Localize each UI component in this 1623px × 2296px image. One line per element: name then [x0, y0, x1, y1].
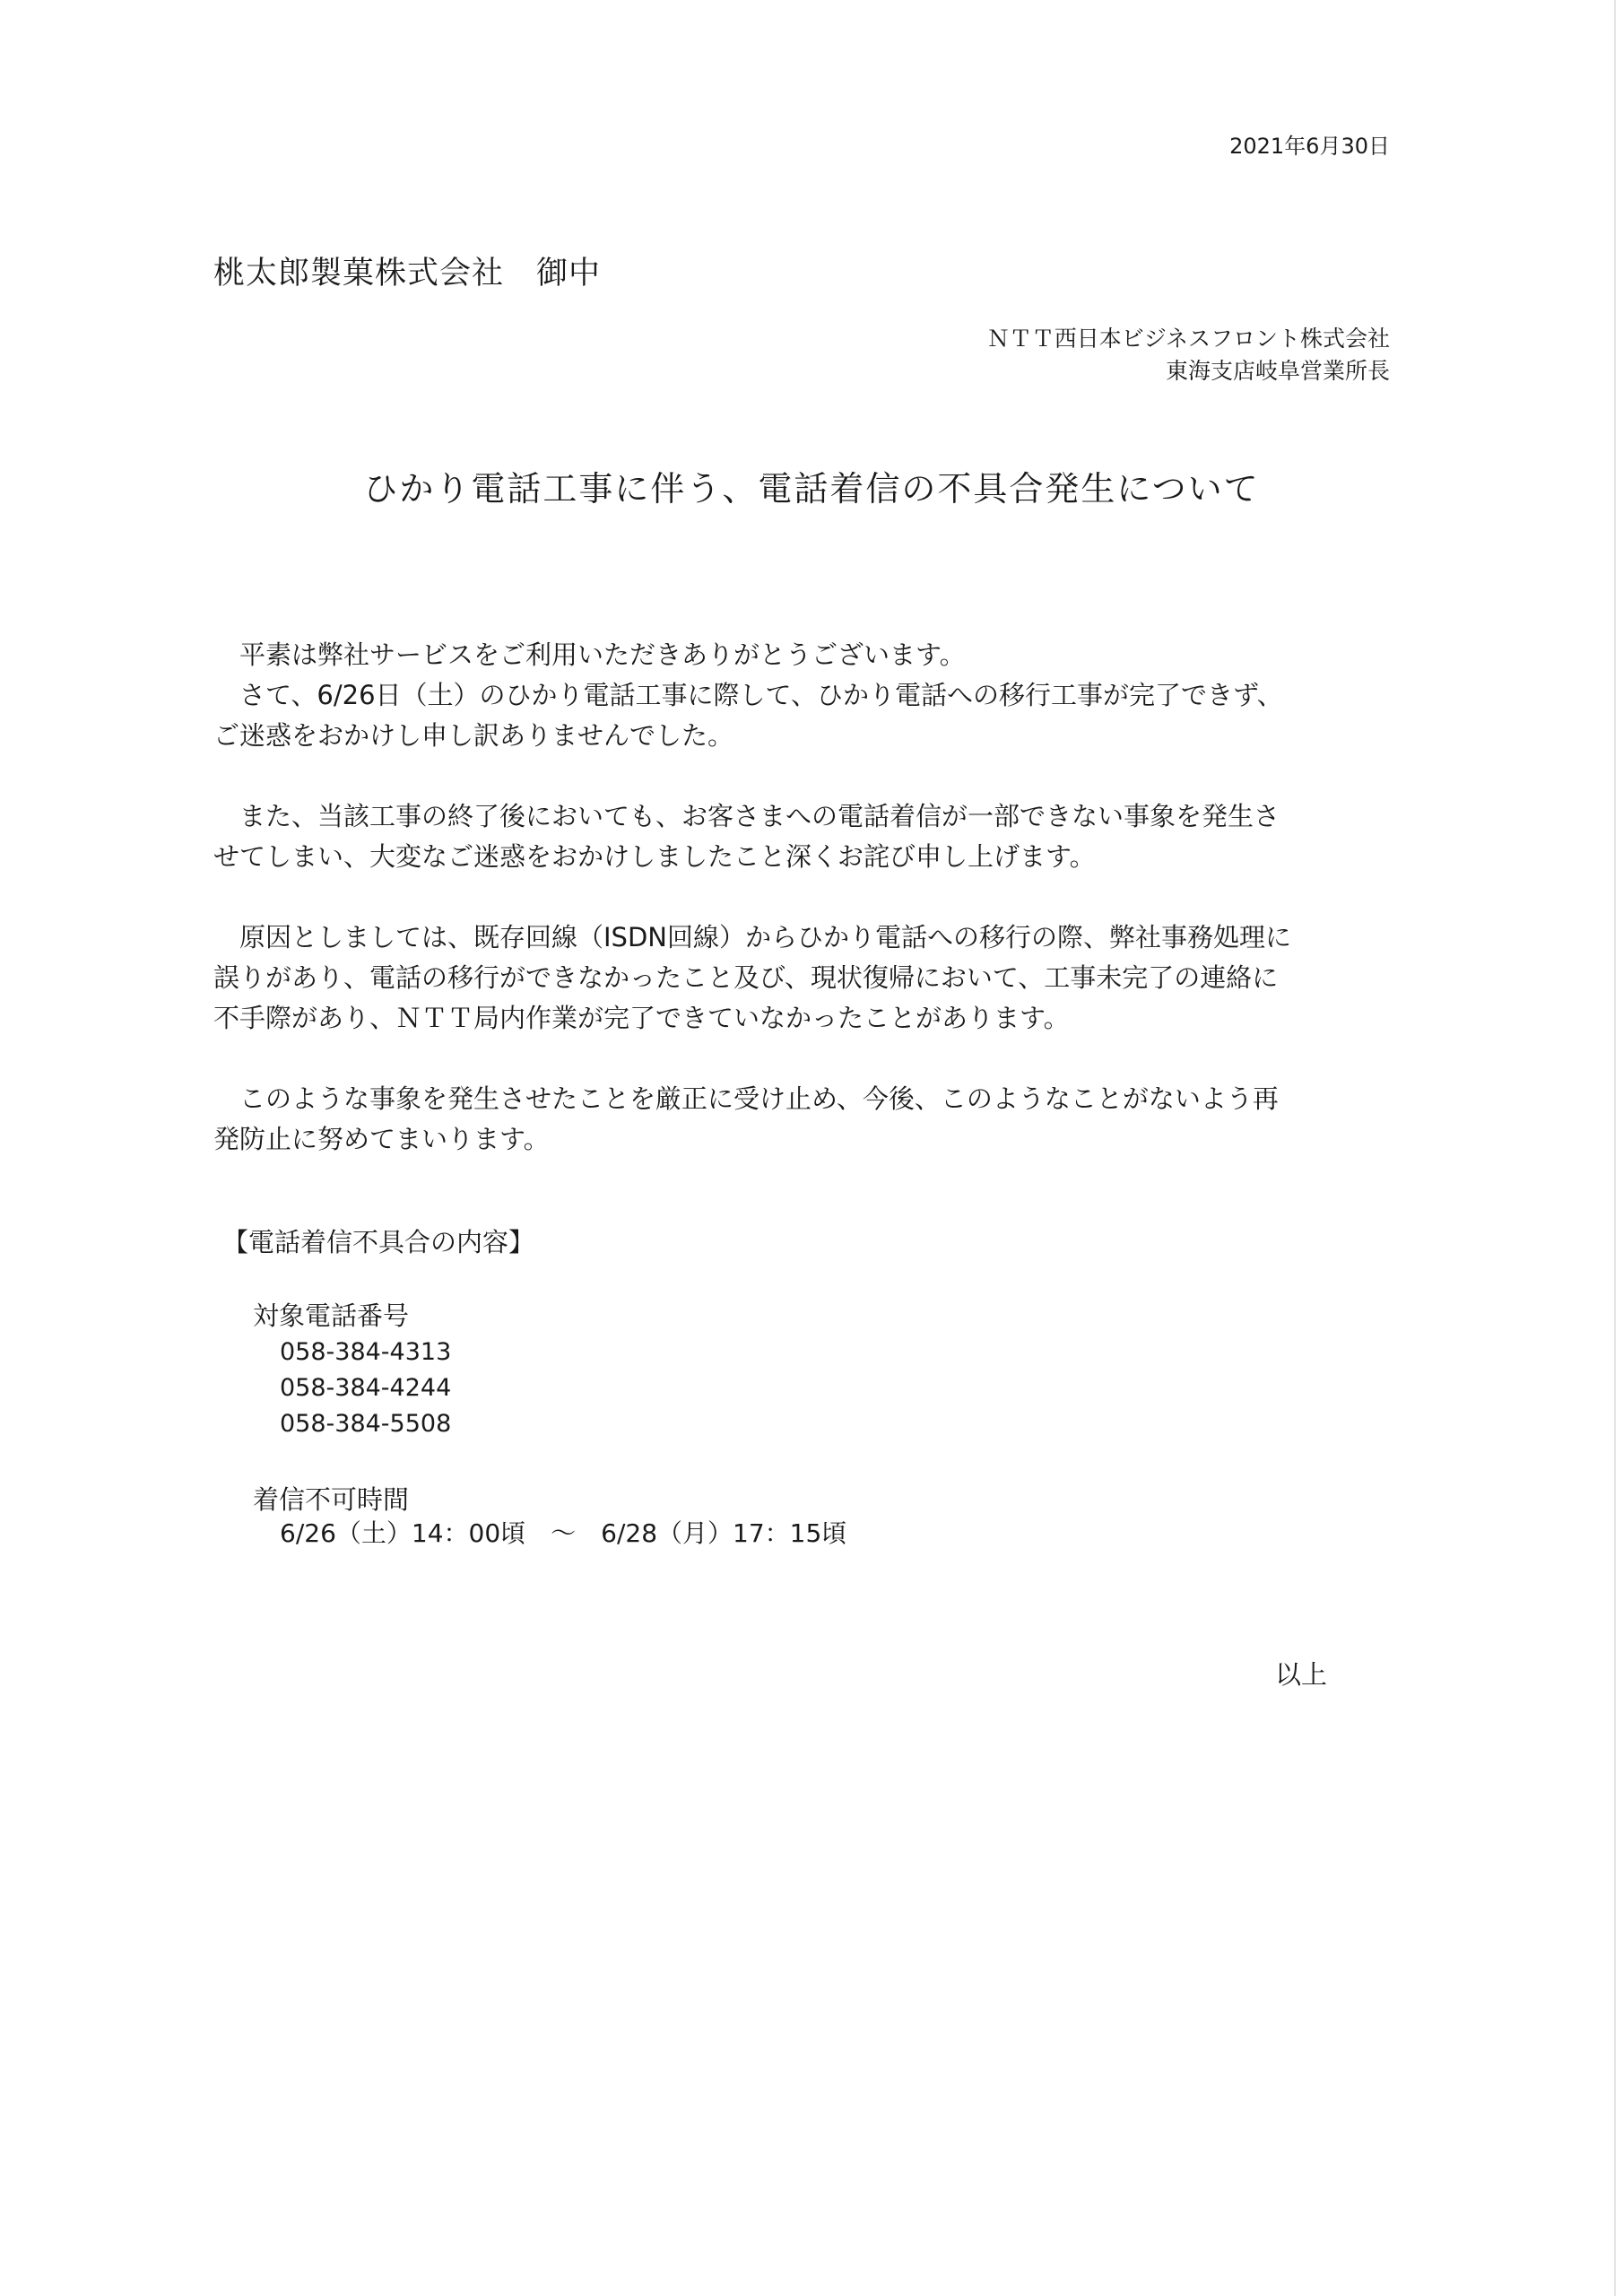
body-line: 不手際があり、ＮＴＴ局内作業が完了できていなかったことがあります。: [213, 1003, 1070, 1033]
recipient: 桃太郎製菓株式会社 御中: [213, 256, 602, 291]
letter-date: 2021年6月30日: [1229, 134, 1390, 159]
letter-body: [213, 635, 1433, 1200]
body-line: ご迷惑をおかけし申し訳ありませんでした。: [213, 720, 734, 751]
outage-time: 6/26（土）14：00頃 ～ 6/28（月）17：15頃: [280, 1518, 847, 1548]
paragraph-cause: [213, 918, 1433, 1039]
paragraph-greeting: [213, 635, 1433, 756]
sender-company: ＮＴＴ西日本ビジネスフロント株式会社: [986, 326, 1390, 352]
body-line: 発防止に努めてまいります。: [213, 1124, 550, 1154]
body-line: せてしまい、大変なご迷惑をおかけしましたこと深くお詫び申し上げます。: [213, 841, 1096, 872]
sender-block: [987, 323, 1390, 387]
body-line: 原因としましては、既存回線（ISDN回線）からひかり電話への移行の際、弊社事務処理に: [239, 922, 1291, 952]
paragraph-prevention: [213, 1079, 1433, 1160]
phone-number: 058-384-4313: [280, 1338, 452, 1366]
scan-edge-line: [1614, 0, 1616, 2296]
paragraph-apology: [213, 796, 1433, 877]
phone-number: 058-384-4244: [280, 1374, 452, 1402]
body-line: さて、6/26日（土）のひかり電話工事に際して、ひかり電話への移行工事が完了できず、: [239, 680, 1283, 710]
phones-label: 対象電話番号: [253, 1300, 410, 1331]
phone-number: 058-384-5508: [280, 1410, 452, 1438]
letter-title: ひかり電話工事に伴う、電話着信の不具合発生について: [363, 469, 1260, 509]
sender-office: 東海支店岐阜営業所長: [1165, 358, 1390, 384]
body-line: 平素は弊社サービスをご利用いただきありがとうございます。: [239, 639, 966, 670]
body-line: また、当該工事の終了後においても、お客さまへの電話着信が一部できない事象を発生さ: [239, 801, 1280, 831]
body-line: 誤りがあり、電話の移行ができなかったこと及び、現状復帰において、工事未完了の連絡に: [213, 962, 1279, 993]
body-line: このような事象を発生させたことを厳正に受け止め、今後、このようなことがないよう再: [239, 1083, 1279, 1114]
outage-label: 着信不可時間: [253, 1484, 410, 1515]
details-heading: 【電話着信不具合の内容】: [222, 1227, 535, 1257]
closing-mark: 以上: [1274, 1659, 1327, 1690]
